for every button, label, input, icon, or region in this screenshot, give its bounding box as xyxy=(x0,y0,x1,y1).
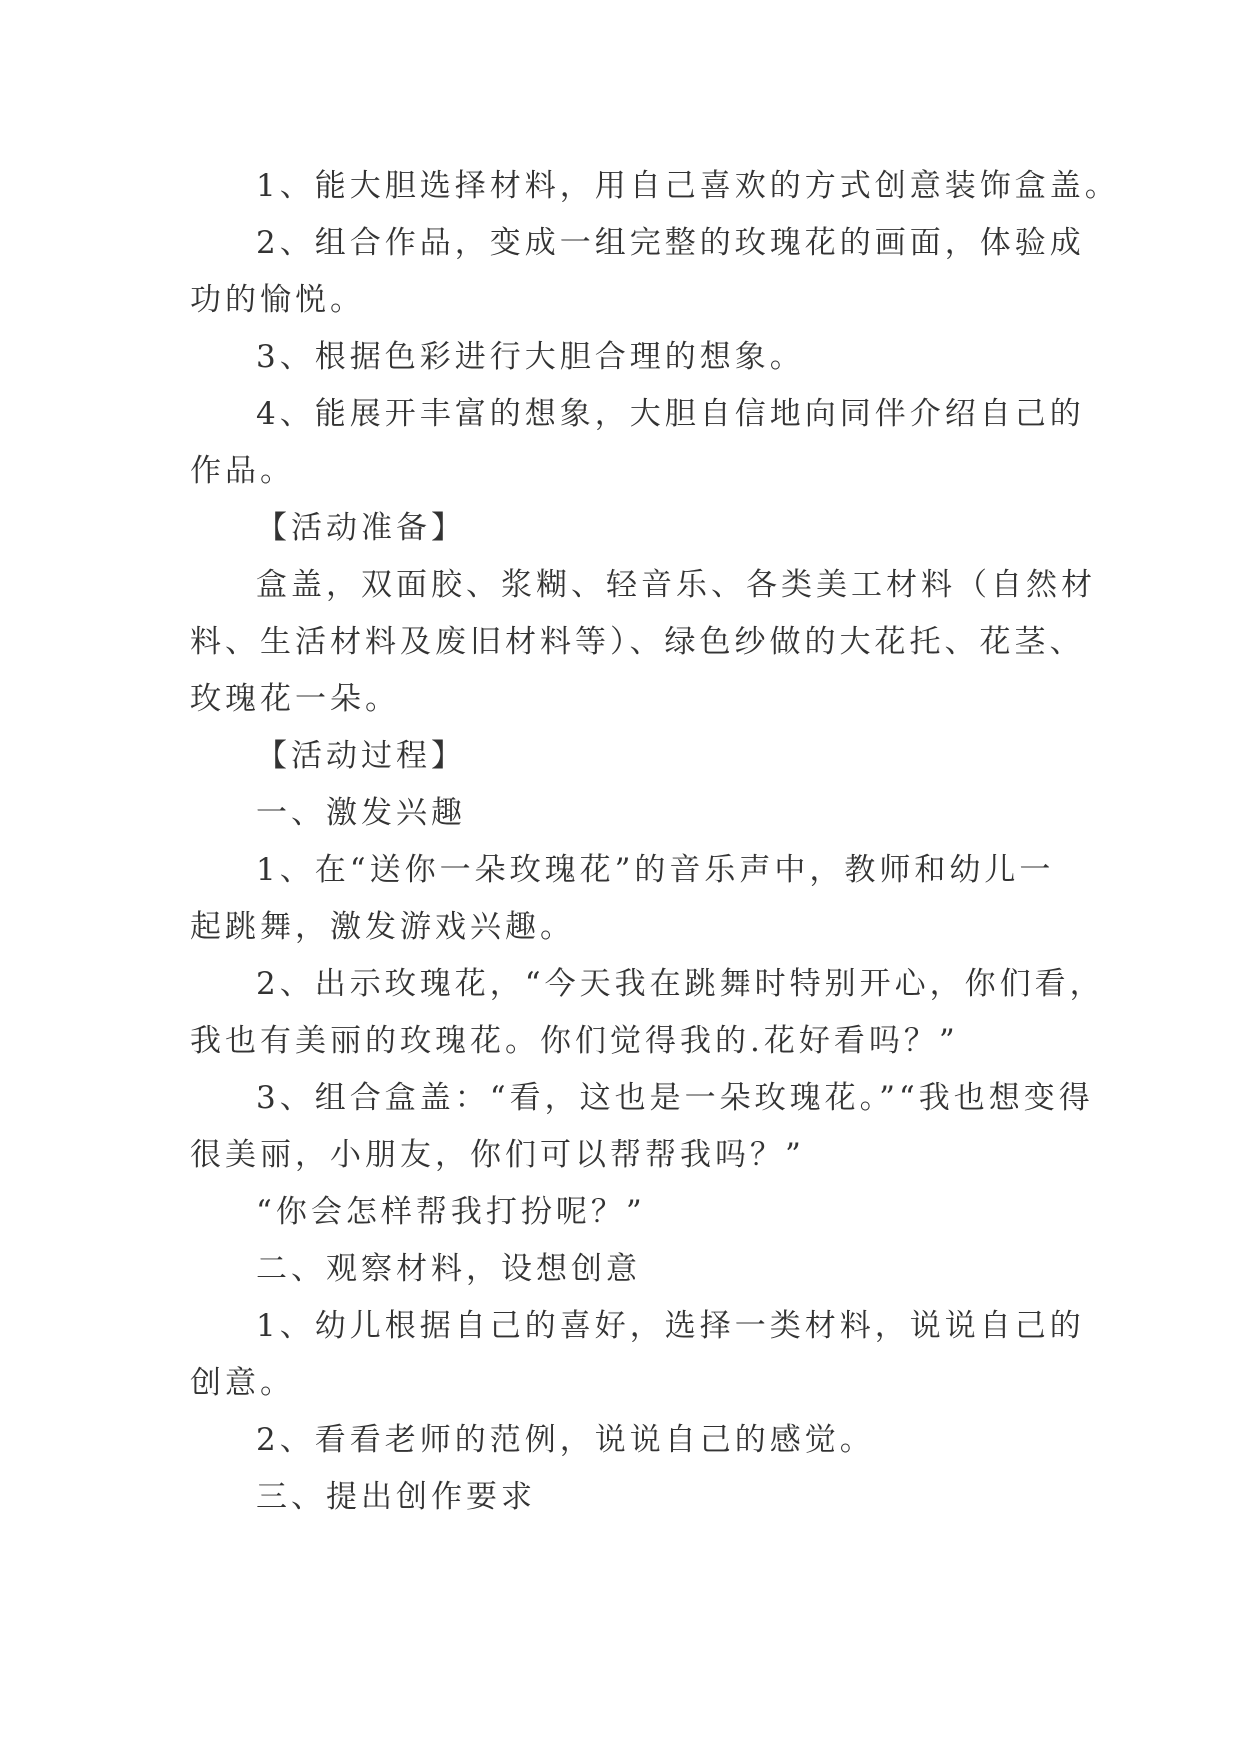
step-heading-2: 二、观察材料，设想创意 xyxy=(256,1251,641,1287)
step-heading-3: 三、提出创作要求 xyxy=(256,1479,536,1515)
section-heading-preparation: 【活动准备】 xyxy=(256,510,466,546)
goal-2-text-cont: 功的愉悦。 xyxy=(190,282,365,318)
step-2-item-1-cont: 创意。 xyxy=(190,1365,295,1401)
step-1-item-2: 2、出示玫瑰花，“今天我在跳舞时特别开心，你们看， xyxy=(256,966,1105,1002)
preparation-text: 盒盖，双面胶、浆糊、轻音乐、各类美工材料（自然材 xyxy=(256,567,1096,603)
step-heading-1: 一、激发兴趣 xyxy=(256,795,466,831)
step-1-item-1: 1、在“送你一朵玫瑰花”的音乐声中，教师和幼儿一 xyxy=(256,852,1055,888)
goal-4-text: 4、能展开丰富的想象，大胆自信地向同伴介绍自己的 xyxy=(256,396,1085,432)
goal-1-text: 1、能大胆选择材料，用自己喜欢的方式创意装饰盒盖。 xyxy=(256,168,1120,204)
step-1-quote: “你会怎样帮我打扮呢？” xyxy=(256,1194,646,1230)
preparation-text-cont-1: 料、生活材料及废旧材料等）、绿色纱做的大花托、花茎、 xyxy=(190,624,1085,660)
goal-3-text: 3、根据色彩进行大胆合理的想象。 xyxy=(256,339,805,375)
step-1-item-1-cont: 起跳舞，激发游戏兴趣。 xyxy=(190,909,575,945)
step-2-item-1: 1、幼儿根据自己的喜好，选择一类材料，说说自己的 xyxy=(256,1308,1085,1344)
goal-2-text: 2、组合作品，变成一组完整的玫瑰花的画面，体验成 xyxy=(256,225,1085,261)
step-1-item-3: 3、组合盒盖：“看，这也是一朵玫瑰花。”“我也想变得 xyxy=(256,1080,1094,1116)
step-1-item-3-cont: 很美丽，小朋友，你们可以帮帮我吗？” xyxy=(190,1137,805,1173)
step-1-item-2-cont: 我也有美丽的玫瑰花。你们觉得我的.花好看吗？” xyxy=(190,1023,959,1059)
preparation-text-cont-2: 玫瑰花一朵。 xyxy=(190,681,400,717)
step-2-item-2: 2、看看老师的范例，说说自己的感觉。 xyxy=(256,1422,875,1458)
goal-4-text-cont: 作品。 xyxy=(190,453,295,489)
section-heading-process: 【活动过程】 xyxy=(256,738,466,774)
